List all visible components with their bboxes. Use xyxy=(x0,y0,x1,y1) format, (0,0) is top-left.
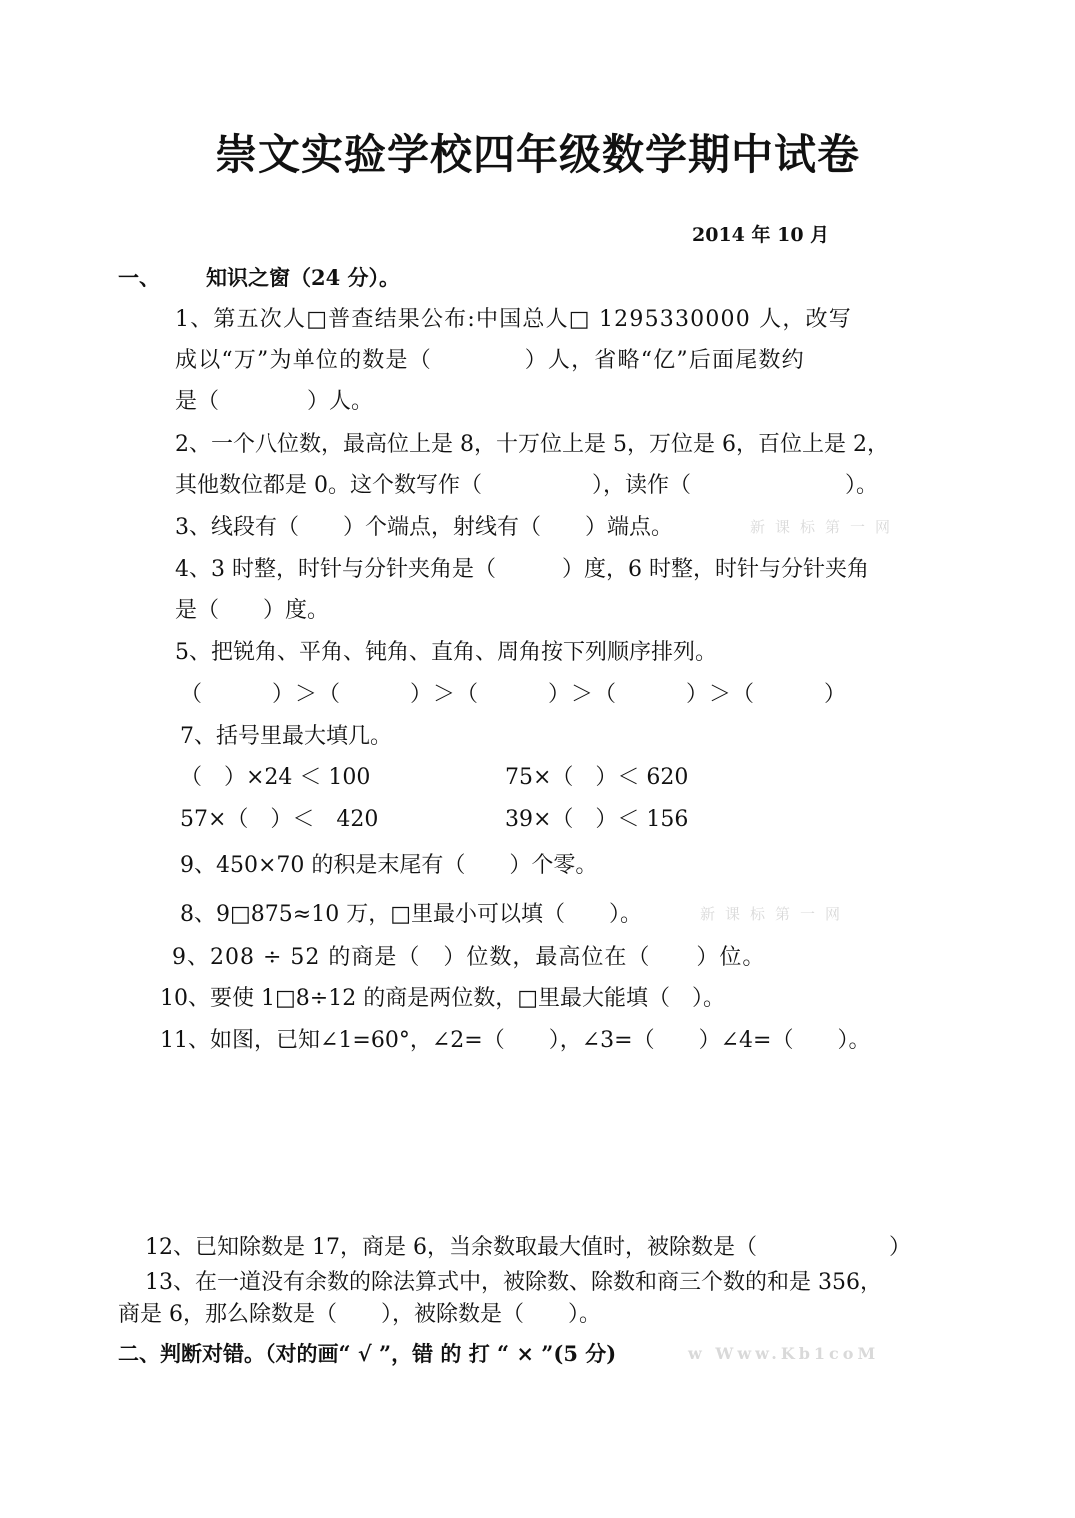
watermark-1: 新课标第一网 xyxy=(750,518,901,536)
exam-date: 2014 年 10 月 xyxy=(692,224,830,246)
q7-row-2-right: 39×（ ）＜ 156 xyxy=(505,807,689,832)
q7-row-1-right: 75×（ ）＜ 620 xyxy=(505,765,689,790)
q2-line-1: 2、一个八位数，最高位上是 8，十万位上是 5，万位是 6，百位上是 2， xyxy=(175,432,889,457)
q5-line-1: 5、把锐角、平角、钝角、直角、周角按下列顺序排列。 xyxy=(175,640,717,665)
q4-line-1: 4、3 时整，时针与分针夹角是（ ）度，6 时整，时针与分针夹角 xyxy=(175,557,869,582)
q2-line-2: 其他数位都是 0。这个数写作（ ），读作（ ）。 xyxy=(175,473,878,498)
q3-line-1: 3、线段有（ ）个端点，射线有（ ）端点。 xyxy=(175,515,673,540)
q9a-line-1: 9、450×70 的积是末尾有（ ）个零。 xyxy=(180,853,598,878)
q13-line-2: 商是 6，那么除数是（ ），被除数是（ ）。 xyxy=(118,1302,601,1327)
q11-line-1: 11、如图，已知∠1=60°，∠2=（ ），∠3=（ ）∠4=（ ）。 xyxy=(160,1028,871,1053)
q7-row-2-left: 57×（ ）＜ 420 xyxy=(180,807,379,832)
q9b-line-1: 9、208 ÷ 52 的商是（ ）位数，最高位在（ ）位。 xyxy=(172,945,766,970)
page-title: 崇文实验学校四年级数学期中试卷 xyxy=(214,130,860,179)
q1-line-1: 1、第五次人□普查结果公布:中国总人□ 1295330000 人，改写 xyxy=(175,307,852,332)
section-2-heading: 二、判断对错。（对的画“ √ ”，错 的 打 “ × ”(5 分) xyxy=(118,1341,617,1366)
watermark-3: w Www.Kb1coM xyxy=(688,1344,880,1363)
q8-line-1: 8、9□875≈10 万，□里最小可以填（ ）。 xyxy=(180,902,642,927)
q12-line-1: 12、已知除数是 17，商是 6，当余数取最大值时，被除数是（ ） xyxy=(145,1235,911,1260)
q7-row-1-left: （ ）×24 ＜ 100 xyxy=(180,765,371,790)
q13-line-1: 13、在一道没有余数的除法算式中，被除数、除数和商三个数的和是 356， xyxy=(145,1270,882,1295)
q1-line-2: 成以“万”为单位的数是（ ）人，省略“亿”后面尾数约 xyxy=(175,348,805,373)
q1-line-3: 是（ ）人。 xyxy=(175,389,374,414)
section-1-number: 一、 xyxy=(118,265,160,290)
q4-line-2: 是（ ）度。 xyxy=(175,598,330,623)
q5-order-blanks: （ ）＞（ ）＞（ ）＞（ ）＞（ ） xyxy=(180,682,848,707)
watermark-2: 新课标第一网 xyxy=(700,905,851,923)
q10-line-1: 10、要使 1□8÷12 的商是两位数，□里最大能填（ ）。 xyxy=(160,986,725,1011)
section-1-heading: 知识之窗（24 分）。 xyxy=(206,265,401,290)
q7-line-1: 7、括号里最大填几。 xyxy=(180,724,392,749)
